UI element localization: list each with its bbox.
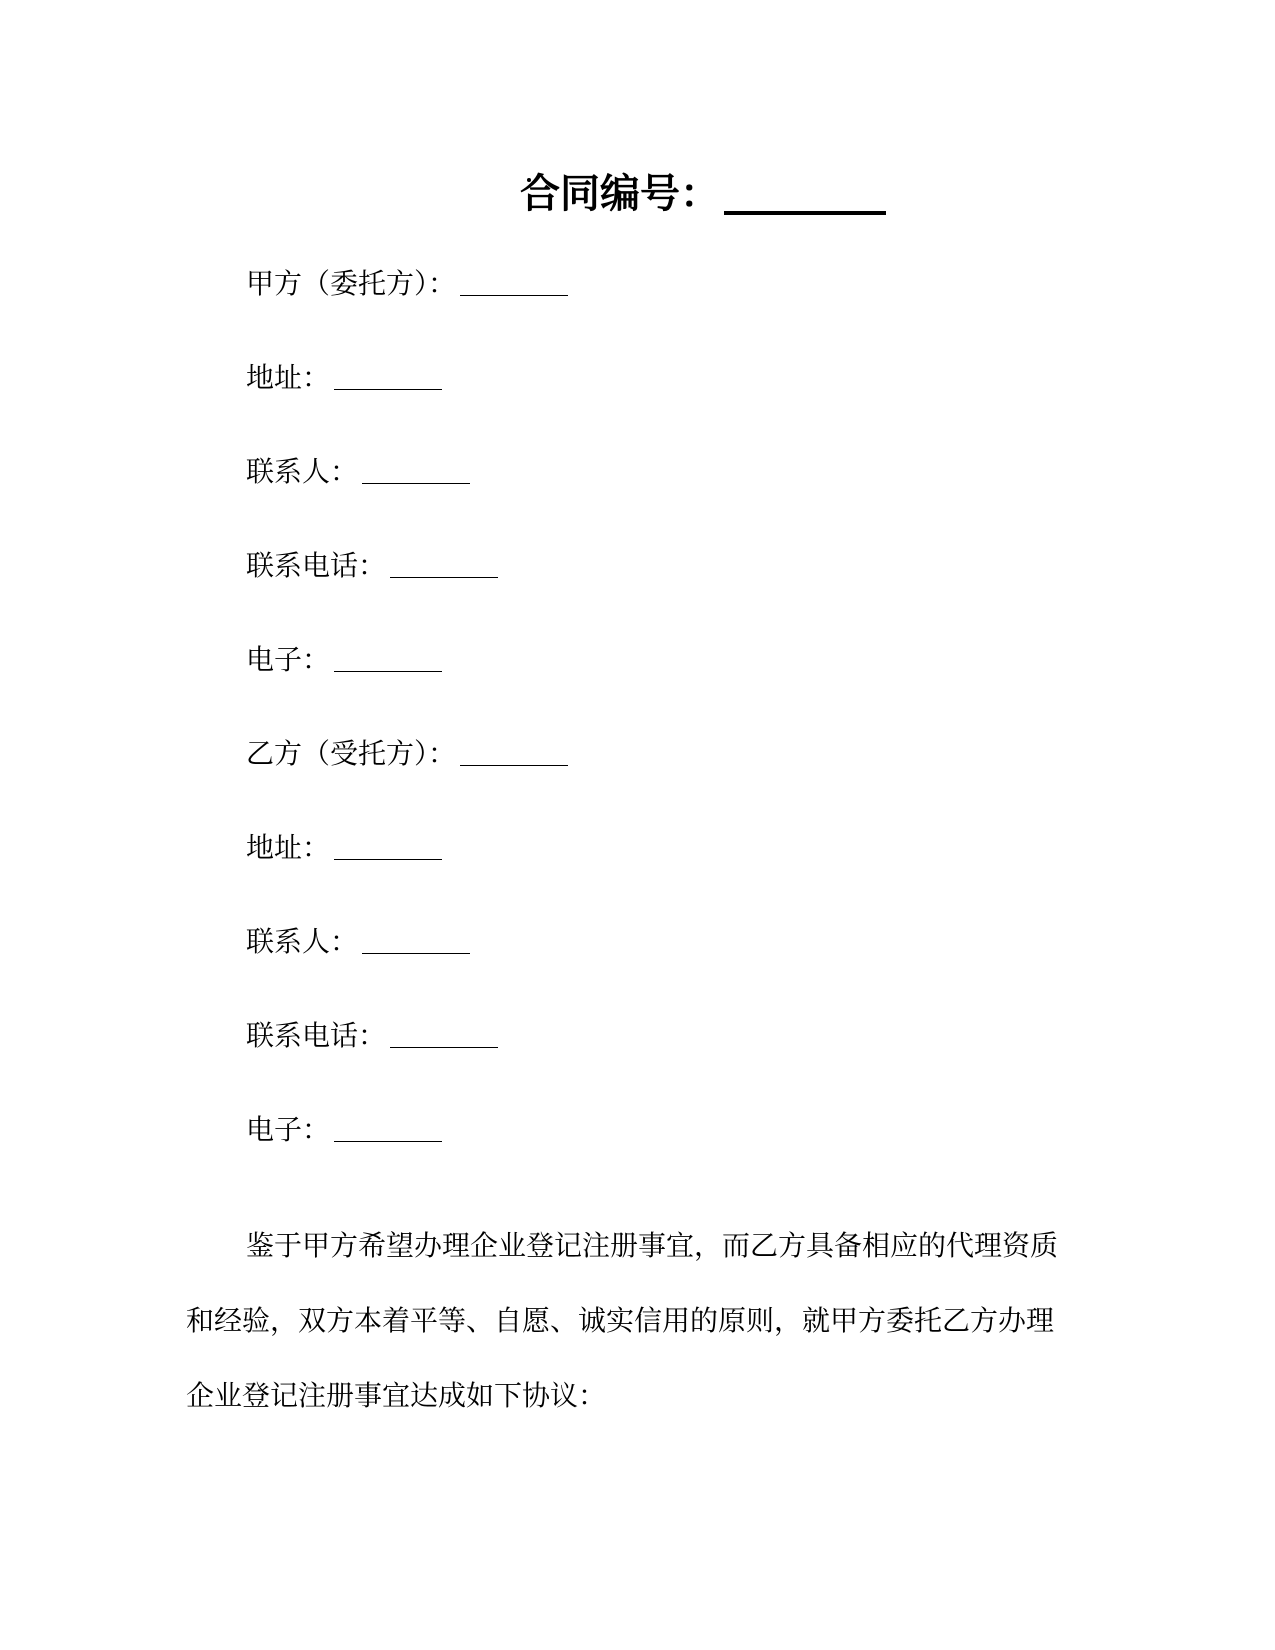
party-a-address-label: 地址： xyxy=(246,361,331,394)
party-b-address-blank xyxy=(334,858,442,860)
party-a-name-label: 甲方（委托方）： xyxy=(246,267,457,300)
party-b-contact-blank xyxy=(362,952,470,954)
party-a-contact-label: 联系人： xyxy=(246,455,359,488)
party-a-phone-label: 联系电话： xyxy=(246,549,387,582)
party-a-name-field xyxy=(246,262,568,302)
party-a-contact-blank xyxy=(362,482,470,484)
preamble-paragraph: 鉴于甲方希望办理企业登记注册事宜，而乙方具备相应的代理资质和经验，双方本着平等、自愿、诚实信用的原则，就甲方委托乙方办理企业登记注册事宜达成如下协议： xyxy=(186,1229,1059,1412)
party-b-address-field xyxy=(246,826,442,866)
party-b-phone-field xyxy=(246,1014,498,1054)
party-b-phone-label: 联系电话： xyxy=(246,1019,387,1052)
party-b-email-blank xyxy=(334,1140,442,1142)
party-a-name-blank xyxy=(460,294,568,296)
party-b-contact-label: 联系人： xyxy=(246,925,359,958)
party-b-name-field xyxy=(246,732,568,772)
party-a-address-blank xyxy=(334,388,442,390)
party-b-phone-blank xyxy=(390,1046,498,1048)
party-b-email-label: 电子： xyxy=(246,1113,331,1146)
party-a-contact-field xyxy=(246,450,470,490)
party-a-address-field xyxy=(246,356,442,396)
party-b-contact-field xyxy=(246,920,470,960)
party-b-name-label: 乙方（受托方）： xyxy=(246,737,457,770)
contract-number-label: 合同编号： xyxy=(520,170,720,217)
party-b-name-blank xyxy=(460,764,568,766)
party-b-address-label: 地址： xyxy=(246,831,331,864)
contract-number-blank xyxy=(724,173,886,215)
party-a-email-label: 电子： xyxy=(246,643,331,676)
party-a-email-blank xyxy=(334,670,442,672)
contract-number-heading xyxy=(520,160,886,220)
party-a-phone-field xyxy=(246,544,498,584)
party-a-phone-blank xyxy=(390,576,498,578)
party-a-email-field xyxy=(246,638,442,678)
party-b-email-field xyxy=(246,1108,442,1148)
